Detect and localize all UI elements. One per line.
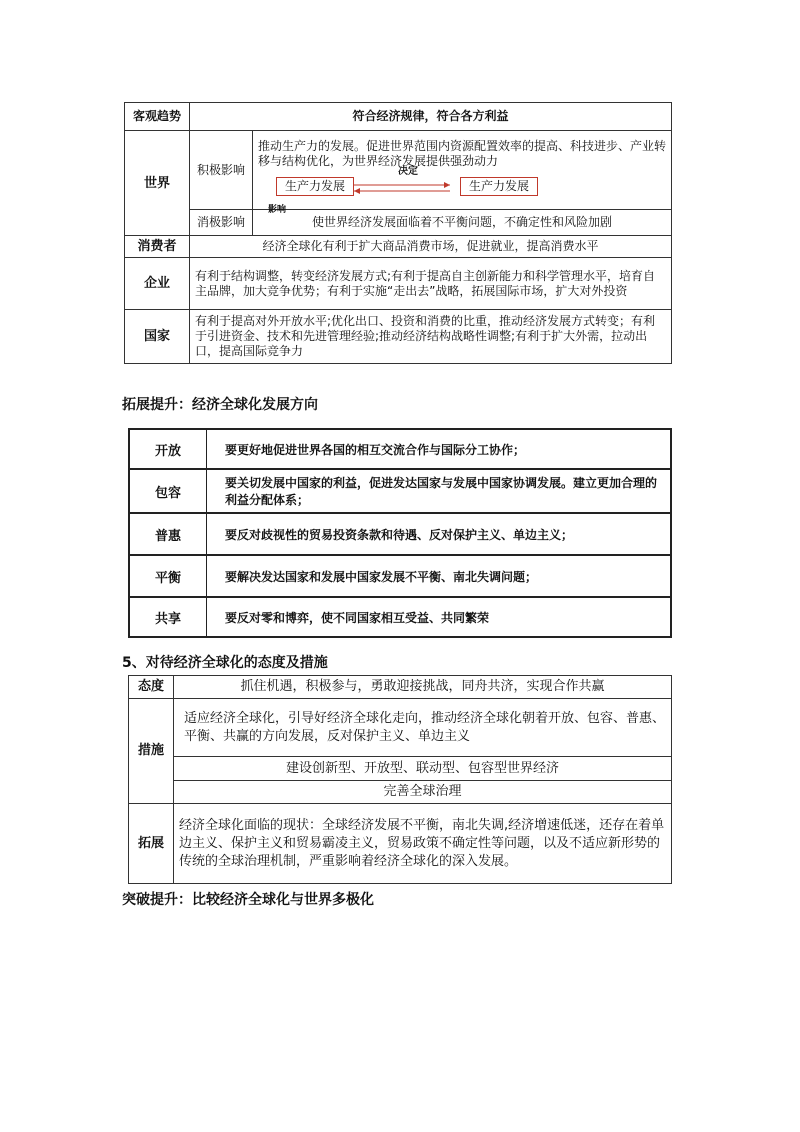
- extend-text: 经济全球化面临的现状：全球经济发展不平衡，南北失调,经济增速低迷，还存在着单边主义、保护主义和贸易霸凌主义，贸易政策不确定性等问题，以及不适应新形势的传统的全球治理机制，严重影响着经济全球化的深入发展。: [174, 804, 672, 884]
- heading-direction: 拓展提升：经济全球化发展方向: [122, 397, 318, 413]
- direction-text: 要反对零和博弈，使不同国家相互受益、共同繁荣: [207, 597, 672, 637]
- measure-item: 适应经济全球化，引导好经济全球化走向，推动经济全球化朝着开放、包容、普惠、平衡、共赢的方向发展，反对保护主义、单边主义: [174, 699, 672, 757]
- row-enterprise-label: 企业: [125, 258, 190, 310]
- negative-impact-label: 消极影响: [190, 210, 253, 236]
- measure-item: 建设创新型、开放型、联动型、包容型世界经济: [174, 757, 672, 781]
- row-world-label: 世界: [125, 131, 190, 236]
- productivity-diagram: [258, 166, 666, 201]
- attitude-text: 抓住机遇，积极参与，勇敢迎接挑战，同舟共济，实现合作共赢: [174, 676, 672, 699]
- positive-impact-text: 推动生产力的发展。促进世界范围内资源配置效率的提高、科技进步、产业转移与结构优化，为世界经济发展提供强劲动力: [258, 139, 667, 168]
- direction-table: [128, 428, 672, 638]
- direction-key: 包容: [129, 469, 207, 513]
- consumer-text: 经济全球化有利于扩大商品消费市场，促进就业，提高消费水平: [190, 236, 672, 258]
- diagram-back-label: 影响: [268, 205, 287, 215]
- heading-attitude: 5、对待经济全球化的态度及措施: [122, 655, 328, 671]
- heading-compare: 突破提升：比较经济全球化与世界多极化: [122, 892, 374, 908]
- double-arrow-icon: [350, 181, 454, 195]
- country-text: 有利于提高对外开放水平;优化出口、投资和消费的比重，推动经济发展方式转变；有利于引进资金、技术和先进管理经验;推动经济结构战略性调整;有利于扩大外需，拉动出口，提高国际竞争力: [190, 310, 672, 364]
- header-trend: 客观趋势: [125, 103, 190, 131]
- measures-label: 措施: [129, 699, 174, 804]
- positive-impact-cell: [253, 131, 672, 210]
- row-consumer-label: 消费者: [125, 236, 190, 258]
- direction-key: 普惠: [129, 513, 207, 555]
- diagram-arrow-label: 决定: [398, 166, 418, 177]
- direction-key: 共享: [129, 597, 207, 637]
- direction-text: 要解决发达国家和发展中国家发展不平衡、南北失调问题；: [207, 555, 672, 597]
- direction-text: 要更好地促进世界各国的相互交流合作与国际分工协作；: [207, 429, 672, 469]
- direction-text: 要反对歧视性的贸易投资条款和待遇、反对保护主义、单边主义；: [207, 513, 672, 555]
- direction-key: 平衡: [129, 555, 207, 597]
- direction-text: 要关切发展中国家的利益，促进发达国家与发展中国家协调发展。建立更加合理的利益分配体系；: [207, 469, 672, 513]
- row-country-label: 国家: [125, 310, 190, 364]
- header-conclusion: 符合经济规律，符合各方利益: [190, 103, 672, 131]
- measure-item: 完善全球治理: [174, 781, 672, 804]
- attitude-table: [128, 675, 672, 884]
- diagram-left-box: 生产力发展: [276, 177, 354, 196]
- impact-table: [124, 102, 672, 364]
- attitude-label: 态度: [129, 676, 174, 699]
- direction-key: 开放: [129, 429, 207, 469]
- positive-impact-label: 积极影响: [190, 131, 253, 210]
- enterprise-text: 有利于结构调整，转变经济发展方式;有利于提高自主创新能力和科学管理水平，培育自主品牌，加大竞争优势；有利于实施“走出去”战略，拓展国际市场，扩大对外投资: [190, 258, 672, 310]
- negative-impact-text: 使世界经济发展面临着不平衡问题，不确定性和风险加剧: [253, 210, 672, 236]
- diagram-right-box: 生产力发展: [460, 177, 538, 196]
- extend-label: 拓展: [129, 804, 174, 884]
